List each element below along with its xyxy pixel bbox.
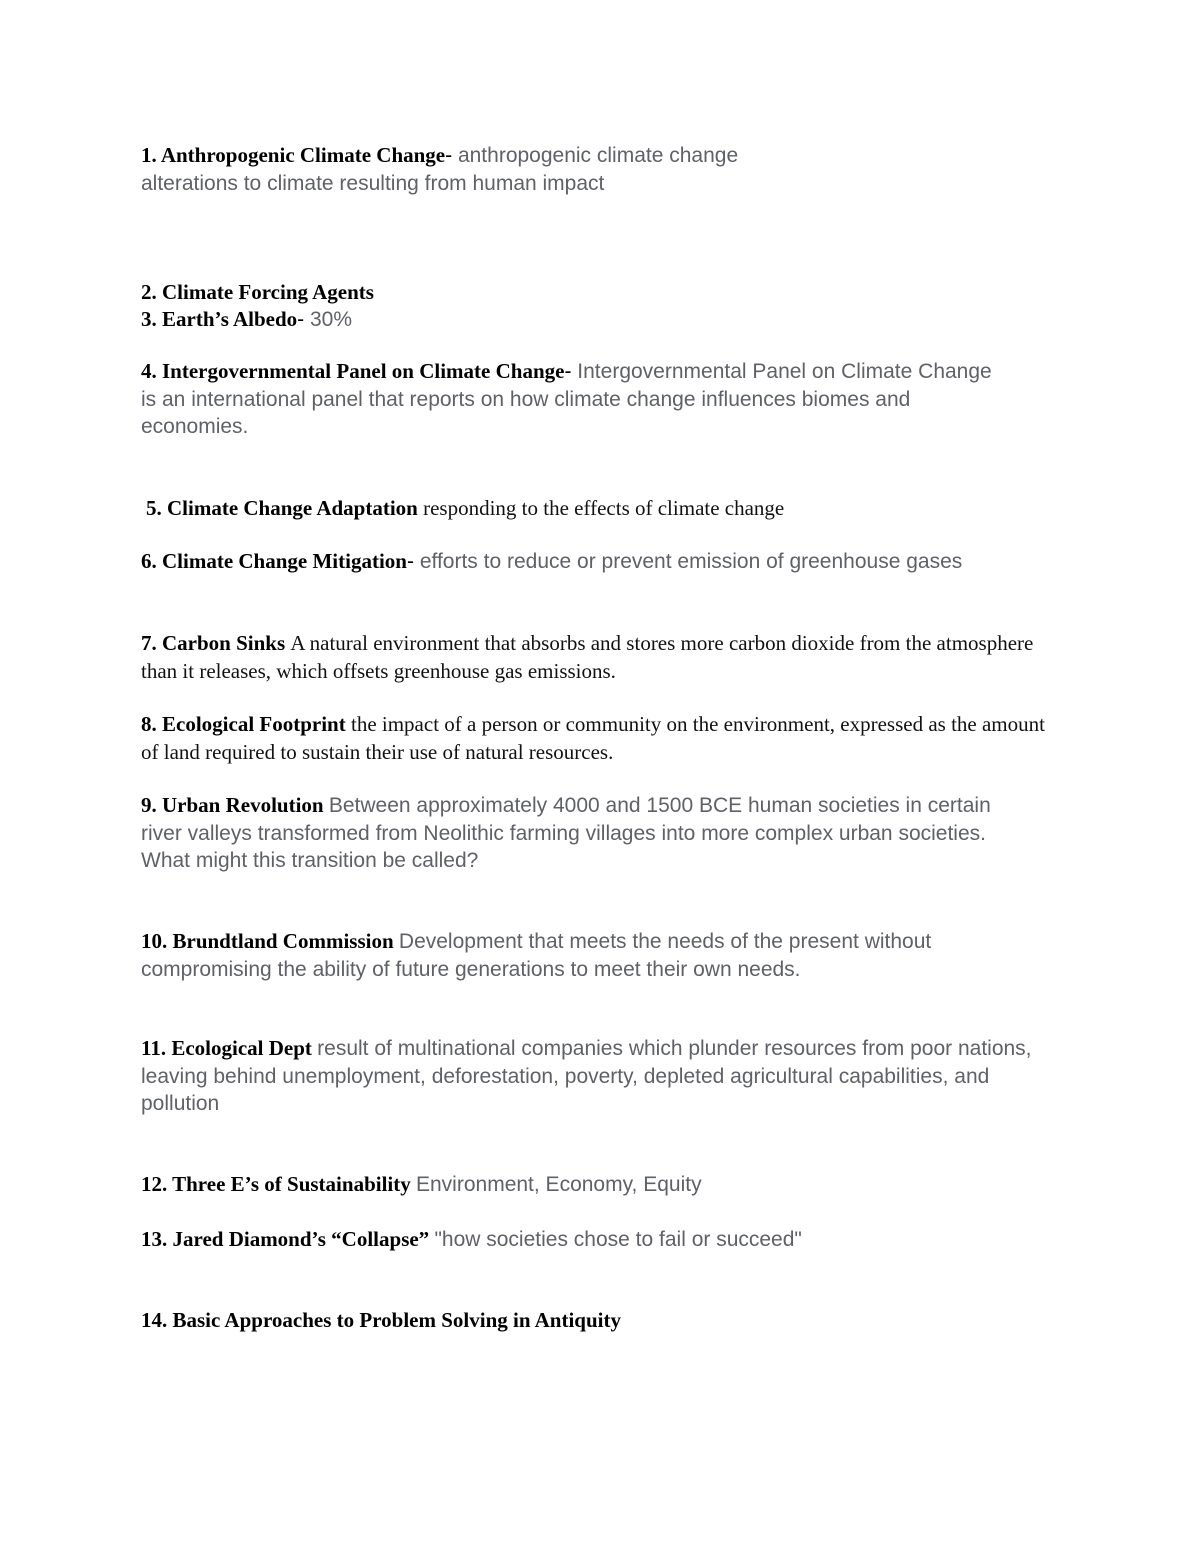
definition-text: Development that meets the needs of the present without compromising the ability of future generations to meet their own needs. [141,930,932,981]
definition-text: Between approximately 4000 and 1500 BCE human societies in certain river valleys transformed from Neolithic farming villages into more complex urban societies. What might this transition be called? [141,794,991,872]
term-label: 7. Carbon Sinks [141,631,286,655]
entry-anthropogenic-climate-change [141,142,1061,197]
entry-jared-diamonds-collapse [141,1226,1061,1254]
definition-text: the impact of a person or community on the environment, expressed as the amount of land required to sustain their use of natural resources. [141,712,1045,764]
entry-three-es-of-sustainability [141,1171,1061,1199]
term-label: 8. Ecological Footprint [141,712,346,736]
definition-text: efforts to reduce or prevent emission of greenhouse gases [419,550,963,573]
term-label: 13. Jared Diamond’s “Collapse” [141,1227,430,1251]
definition-text: Intergovernmental Panel on Climate Change [577,360,992,383]
entry-climate-forcing-agents [141,279,1061,307]
term-separator: - [406,550,420,573]
entry-brundtland-commission [141,928,1041,983]
term-label: 5. Climate Change Adaptation [146,496,418,520]
definition-text: responding to the effects of climate change [423,496,785,520]
term-separator: - [564,360,578,383]
entry-earths-albedo [141,306,1061,334]
definition-text: result of multinational companies which plunder resources from poor nations, leaving behind unemployment, deforestation, poverty, depleted agricultural capabilities, and pollution [141,1037,1032,1115]
definition-text: Environment, Economy, Equity [416,1173,702,1196]
entry-line [141,142,1061,170]
term-label: 6. Climate Change Mitigation [141,549,407,573]
definition-text: anthropogenic climate change [457,144,739,167]
term-label: 12. Three E’s of Sustainability [141,1172,411,1196]
term-label: 2. Climate Forcing Agents [141,280,374,304]
definition-text: is an international panel that reports on how climate change influences biomes and economies. [141,387,911,438]
definition-text: alterations to climate resulting from human impact [141,171,605,195]
entry-climate-change-adaptation [146,495,1066,523]
entry-climate-change-mitigation [141,548,1011,576]
entry-ecological-footprint [141,711,1056,766]
entry-basic-approaches-problem-solving [141,1307,1061,1335]
entry-carbon-sinks [141,630,1041,685]
term-label: 3. Earth’s Albedo [141,307,298,331]
entry-urban-revolution [141,792,1031,875]
entry-line [141,358,1021,386]
term-label: 9. Urban Revolution [141,793,324,817]
term-separator: - [297,308,310,331]
term-label: 14. Basic Approaches to Problem Solving in Antiquity [141,1308,621,1332]
entry-ecological-dept [141,1035,1061,1118]
term-label: 11. Ecological Dept [141,1036,312,1060]
term-label: 10. Brundtland Commission [141,929,394,953]
definition-text: "how societies chose to fail or succeed" [434,1228,802,1251]
entry-ipcc [141,358,1021,441]
definition-text: 30% [310,308,353,331]
term-label: 4. Intergovernmental Panel on Climate Change [141,359,565,383]
term-separator: - [445,144,458,167]
term-label: 1. Anthropogenic Climate Change [141,143,446,167]
definition-text: A natural environment that absorbs and stores more carbon dioxide from the atmosphere than it releases, which offsets greenhouse gas emissions. [141,631,1034,683]
